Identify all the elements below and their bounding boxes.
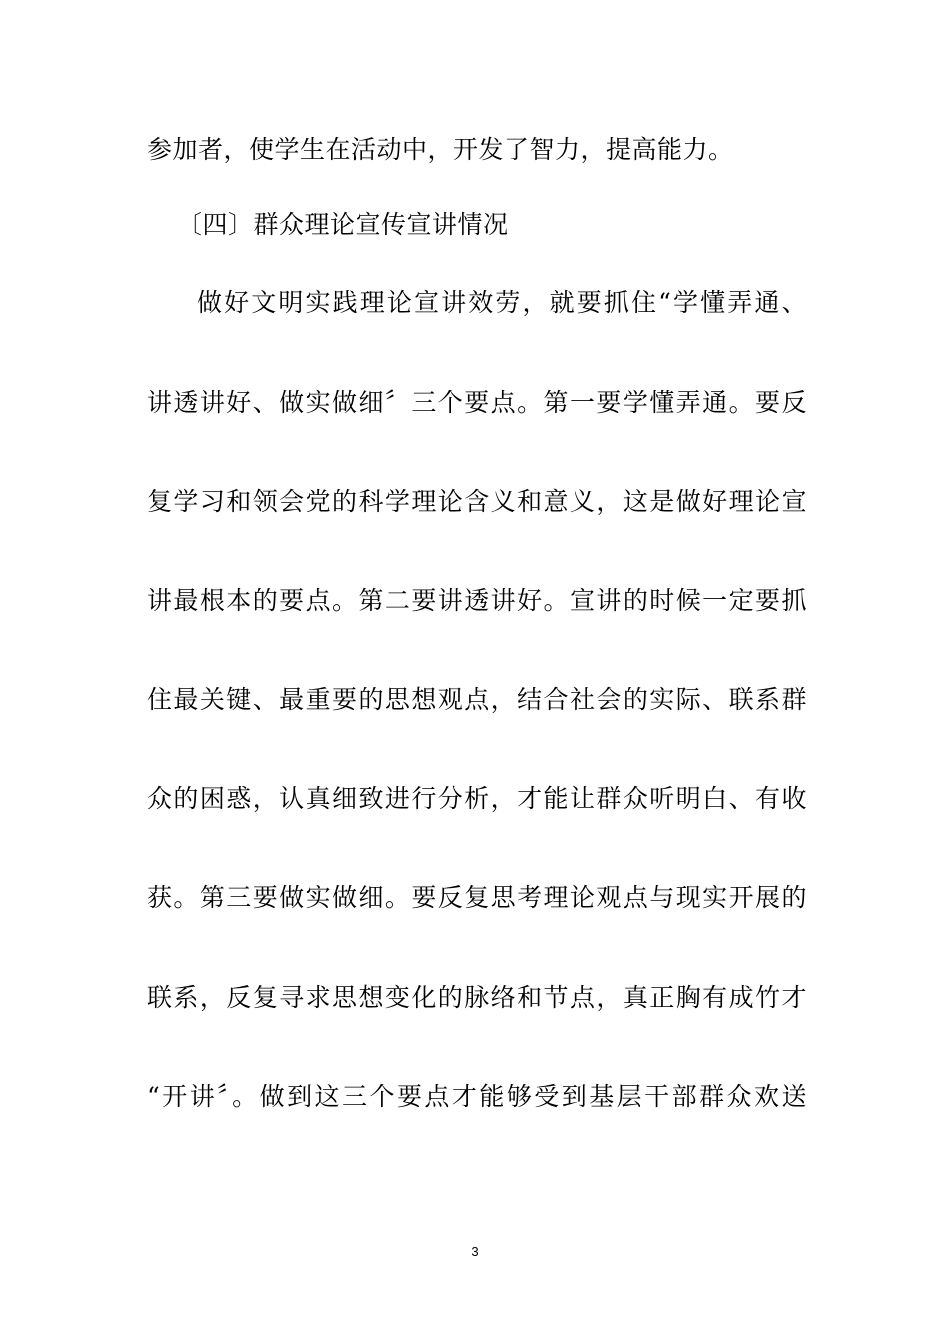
page-number: 3 [471, 1244, 479, 1259]
paragraph-line: 联系，反复寻求思想变化的脉络和节点，真正胸有成竹才 [147, 983, 807, 1012]
paragraph-line: 讲透讲好、做实做细〞三个要点。第一要学懂弄通。要反 [147, 388, 807, 417]
paragraph-line: 住最关键、最重要的思想观点，结合社会的实际、联系群 [147, 685, 807, 714]
paragraph-line: 获。第三要做实做细。要反复思考理论观点与现实开展的 [147, 883, 807, 912]
paragraph-line: 讲最根本的要点。第二要讲透讲好。宣讲的时候一定要抓 [147, 586, 807, 615]
paragraph-line: 众的困惑，认真细致进行分析，才能让群众听明白、有收 [147, 784, 807, 813]
paragraph-line-closing: 参加者，使学生在活动中，开发了智力，提高能力。 [147, 135, 734, 164]
paragraph-line: “开讲〞。做到这三个要点才能够受到基层干部群众欢送 [147, 1082, 807, 1111]
paragraph-line: 做好文明实践理论宣讲效劳，就要抓住“学懂弄通、 [197, 288, 807, 317]
section-heading: 〔四〕群众理论宣传宣讲情况 [177, 210, 509, 239]
paragraph-line: 复学习和领会党的科学理论含义和意义，这是做好理论宣 [147, 487, 807, 516]
